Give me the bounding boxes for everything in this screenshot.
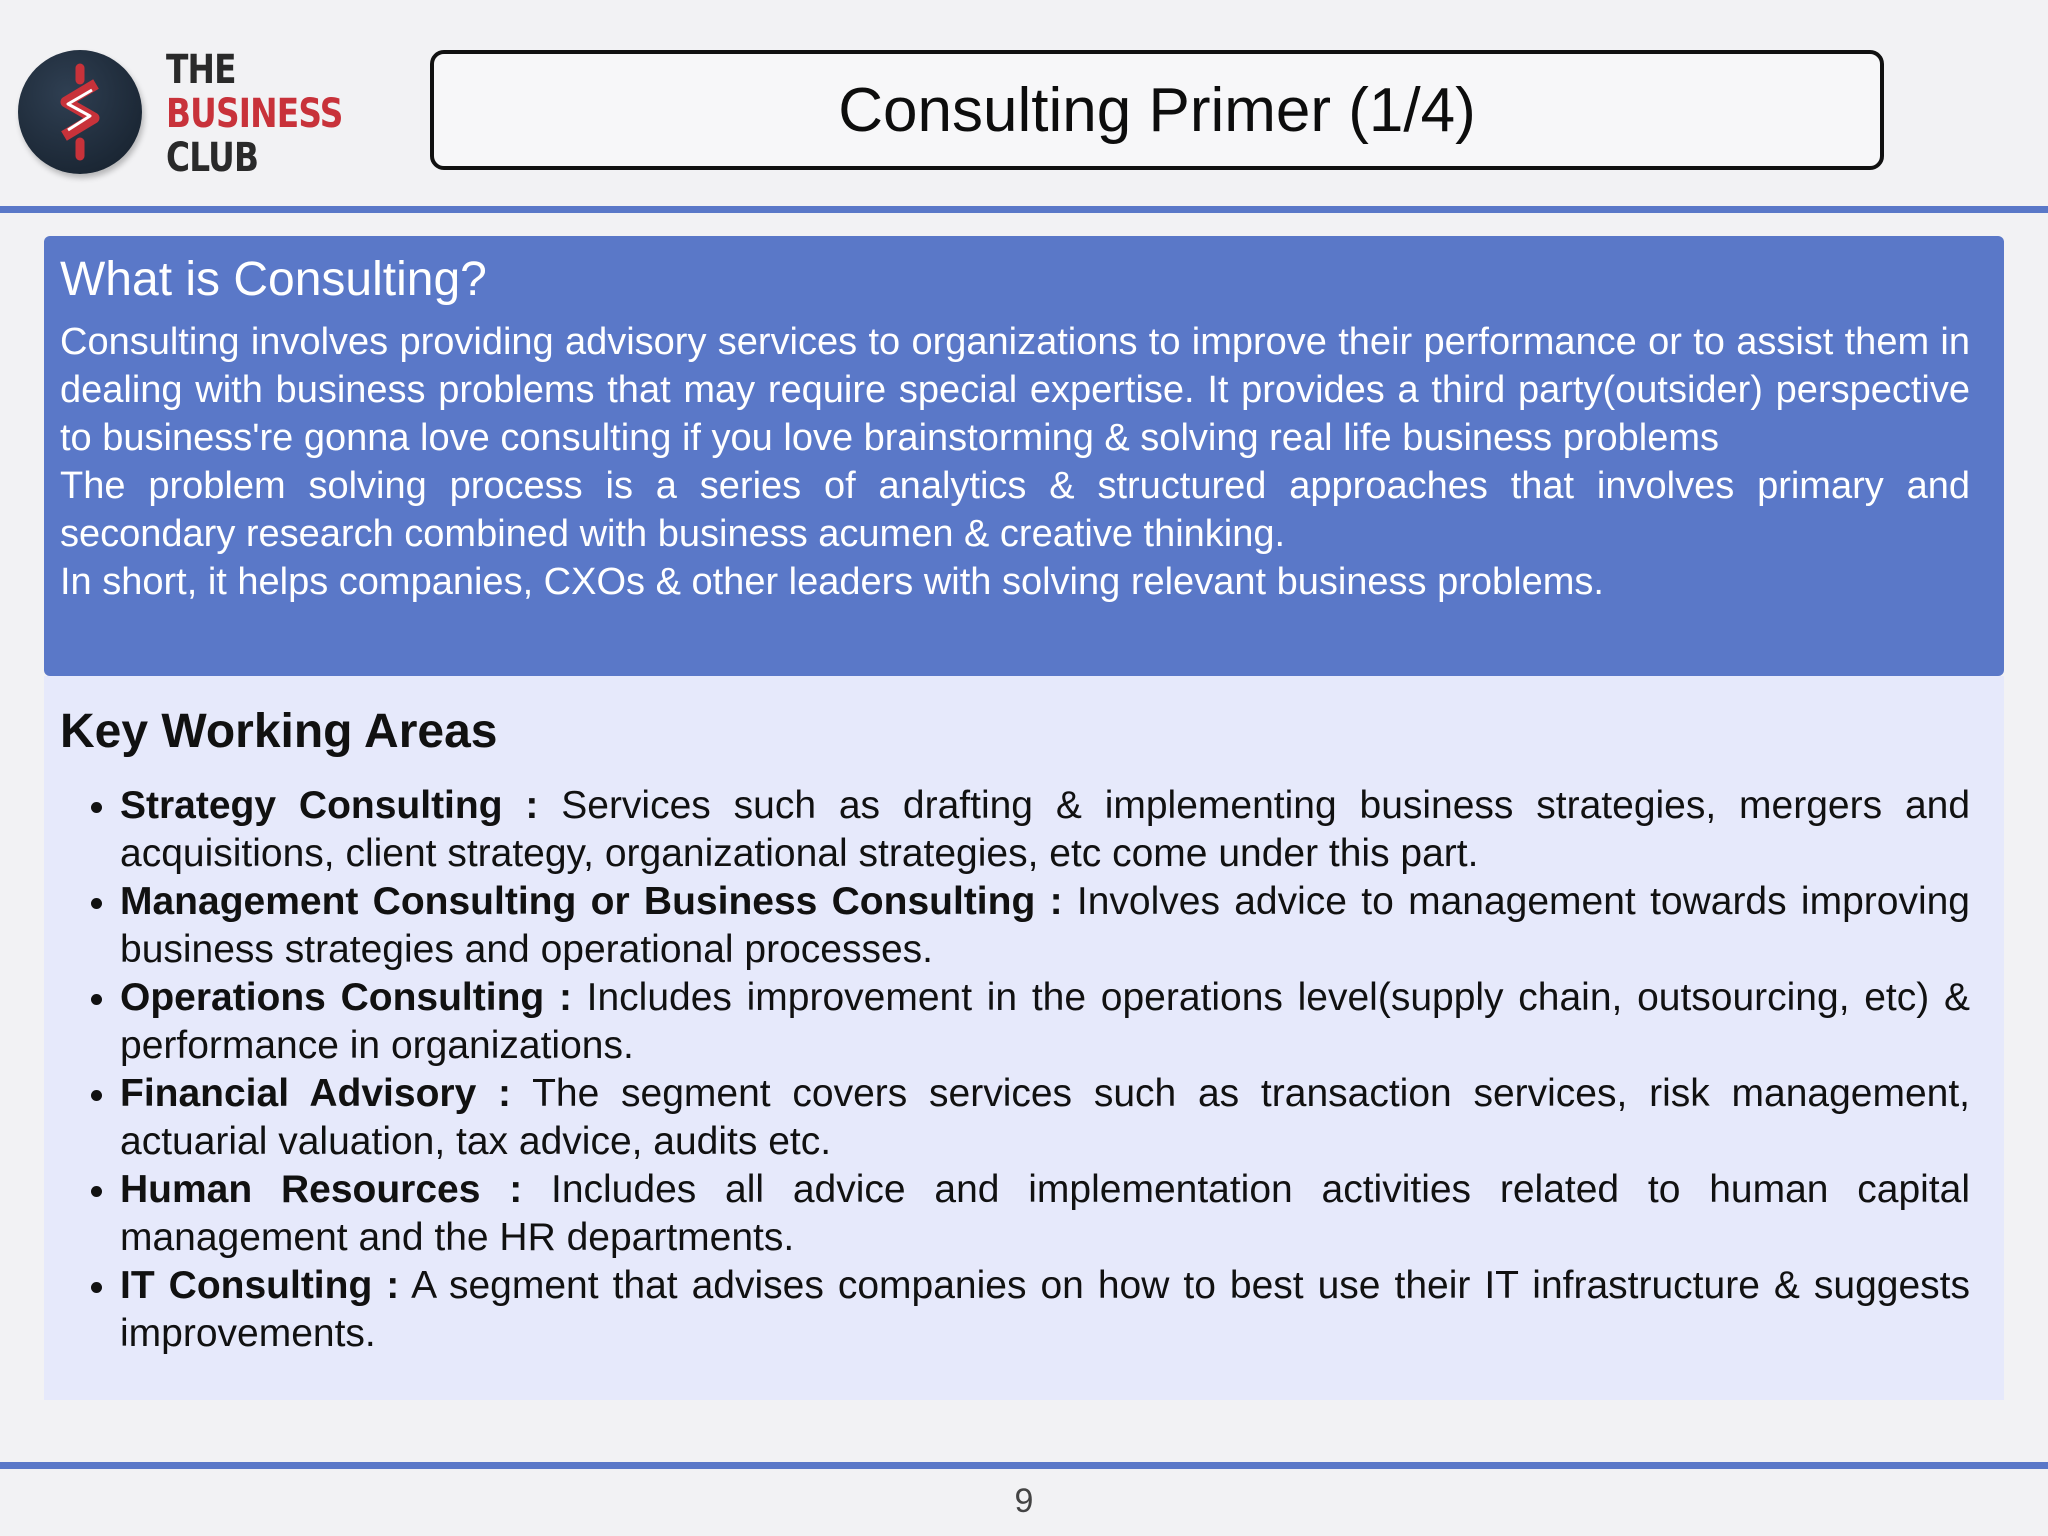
area-term: IT Consulting : [120,1264,400,1307]
intro-paragraph-2: The problem solving process is a series of analytics & structured approaches that involves primary and secondary research combined with business acumen & creative thinking. [60,465,1970,555]
area-description: A segment that advises companies on how to best use their IT infrastructure & suggests improvements. [120,1264,1970,1355]
intro-heading: What is Consulting? [60,253,487,306]
logo-wordmark [166,48,343,180]
area-description: Includes improvement in the operations level(supply chain, outsourcing, etc) & performance in organizations. [120,976,1970,1067]
area-term: Strategy Consulting : [120,784,539,827]
area-description: Involves advice to management towards improving business strategies and operational processes. [120,880,1970,971]
area-term: Financial Advisory : [120,1072,512,1115]
key-working-areas-panel [44,676,2004,1400]
header-divider [0,206,2048,213]
area-term: Human Resources : [120,1168,523,1211]
footer-divider [0,1462,2048,1469]
intro-paragraph-1: Consulting involves providing advisory services to organizations to improve their performance or to assist them in dealing with business problems that may require special expertise. It provides a third party(outsider) perspective to business're gonna love consulting if you love brainstorming & solving real life business problems [60,321,1970,459]
page-title-box [430,50,1884,170]
areas-heading: Key Working Areas [60,705,498,758]
list-item [120,1166,1970,1262]
areas-list [60,782,1970,1358]
logo-line-business: BUSINESS [166,91,343,137]
list-item [120,878,1970,974]
area-term: Operations Consulting : [120,976,572,1019]
logo-line-club: CLUB [166,135,259,181]
area-description: Services such as drafting & implementing business strategies, mergers and acquisitions, client strategy, organizational strategies, etc come under this part. [120,784,1971,875]
page-title: Consulting Primer (1/4) [838,75,1476,145]
area-term: Management Consulting or Business Consulting : [120,880,1063,923]
area-description: The segment covers services such as transaction services, risk management, actuarial valuation, tax advice, audits etc. [120,1072,1970,1163]
intro-paragraph-3: In short, it helps companies, CXOs & other leaders with solving relevant business problems. [60,561,1604,603]
logo-line-the: THE [166,47,236,93]
dollar-sign-logo-icon [18,50,142,174]
what-is-consulting-panel [44,236,2004,676]
list-item [120,782,1970,878]
business-club-logo [18,47,343,181]
list-item [120,1070,1970,1166]
list-item [120,974,1970,1070]
list-item [120,1262,1970,1358]
area-description: Includes all advice and implementation activities related to human capital management and the HR departments. [120,1168,1970,1259]
page-number: 9 [1014,1482,1034,1520]
